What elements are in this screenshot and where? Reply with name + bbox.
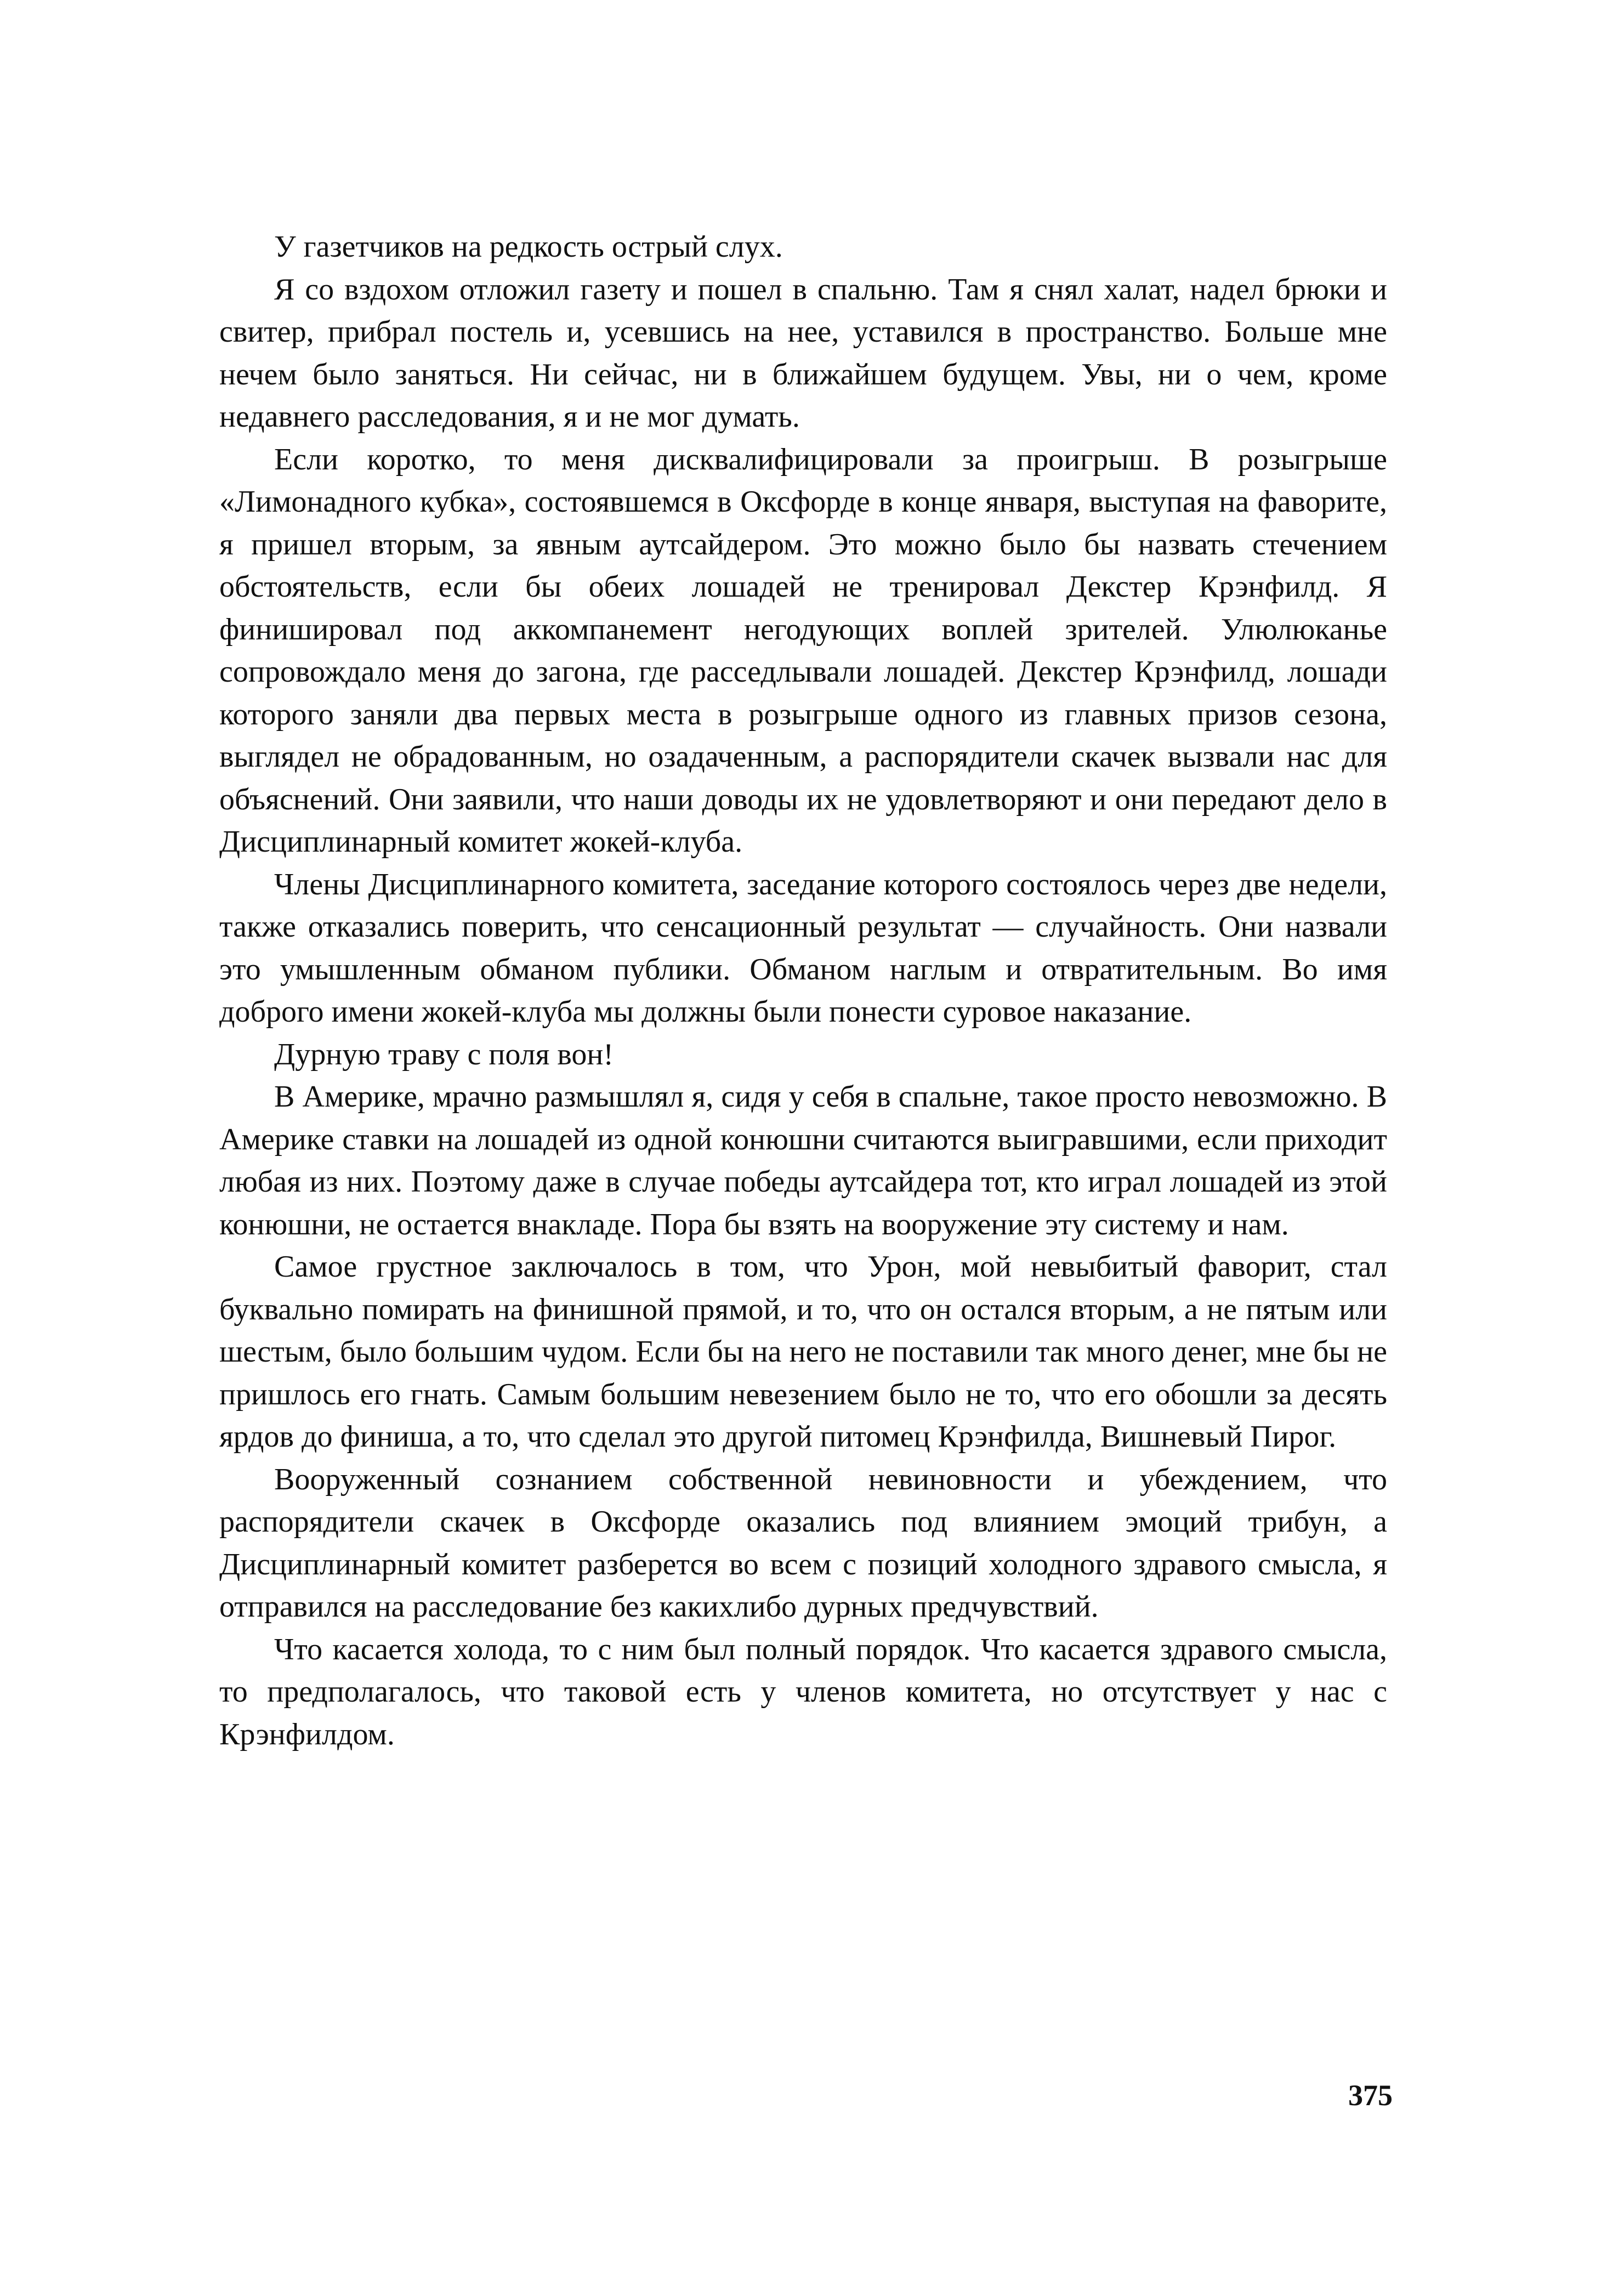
paragraph-1: У газетчиков на редкость острый слух. bbox=[274, 230, 783, 264]
paragraph-4: Члены Дисциплинарного комитета, заседание которого состоялось через две недели, также отказались поверить, что сенсационный результат — случайность. Они назвали это умышленным обманом публики. Обманом наглым и отвратительным. Во имя доброго имени жокей-клуба мы должны были понести суровое наказание. bbox=[219, 867, 1387, 1029]
body-text bbox=[219, 226, 1387, 1756]
paragraph-2: Я со вздохом отложил газету и пошел в спальню. Там я снял халат, надел брюки и свитер, прибрал постель и, усевшись на нее, уставился в пространство. Больше мне нечем было заняться. Ни сейчас, ни в ближайшем будущем. Увы, ни о чем, кроме недавнего расследования, я и не мог думать. bbox=[219, 272, 1387, 434]
paragraph-9: Что касается холода, то с ним был полный порядок. Что касается здравого смысла, то предполагалось, что таковой есть у членов комитета, но отсутствует у нас с Крэнфилдом. bbox=[219, 1632, 1387, 1751]
paragraph-5: Дурную траву с поля вон! bbox=[274, 1037, 614, 1072]
paragraph-8: Вооруженный сознанием собственной невиновности и убеждением, что распорядители скачек в Оксфорде оказались под влиянием эмоций трибун, а Дисциплинарный комитет разберется во всем с позиций холодного здравого смысла, я отправился на расследование без какихлибо дурных предчувствий. bbox=[219, 1462, 1387, 1624]
paragraph-3: Если коротко, то меня дисквалифицировали за проигрыш. В розыгрыше «Лимонадного кубка», состоявшемся в Оксфорде в конце января, выступая на фаворите, я пришел вторым, за явным аутсайдером. Это можно было бы назвать стечением обстоятельств, если бы обеих лошадей не тренировал Декстер Крэнфилд. Я финишировал под аккомпанемент негодующих воплей зрителей. Улюлюканье сопровождало меня до загона, где расседлывали лошадей. Декстер Крэнфилд, лошади которого заняли два первых места в розыгрыше одного из главных призов сезона, выглядел не обрадованным, но озадаченным, а распорядители скачек вызвали нас для объяснений. Они заявили, что наши доводы их не удовлетворяют и они передают дело в Дисциплинарный комитет жокей-клуба. bbox=[219, 442, 1387, 859]
page-number: 375 bbox=[1348, 2079, 1393, 2112]
paragraph-6: В Америке, мрачно размышлял я, сидя у себя в спальне, такое просто невозможно. В Америке ставки на лошадей из одной конюшни считаются выигравшими, если приходит любая из них. Поэтому даже в случае победы аутсайдера тот, кто играл лошадей из этой конюшни, не остается внакладе. Пора бы взять на вооружение эту систему и нам. bbox=[219, 1080, 1387, 1241]
paragraph-7: Самое грустное заключалось в том, что Урон, мой невыбитый фаворит, стал буквально помирать на финишной прямой, и то, что он остался вторым, а не пятым или шестым, было большим чудом. Если бы на него не поставили так много денег, мне бы не пришлось его гнать. Самым большим невезением было не то, что его обошли за десять ярдов до финиша, а то, что сделал это другой питомец Крэнфилда, Вишневый Пирог. bbox=[219, 1250, 1387, 1454]
